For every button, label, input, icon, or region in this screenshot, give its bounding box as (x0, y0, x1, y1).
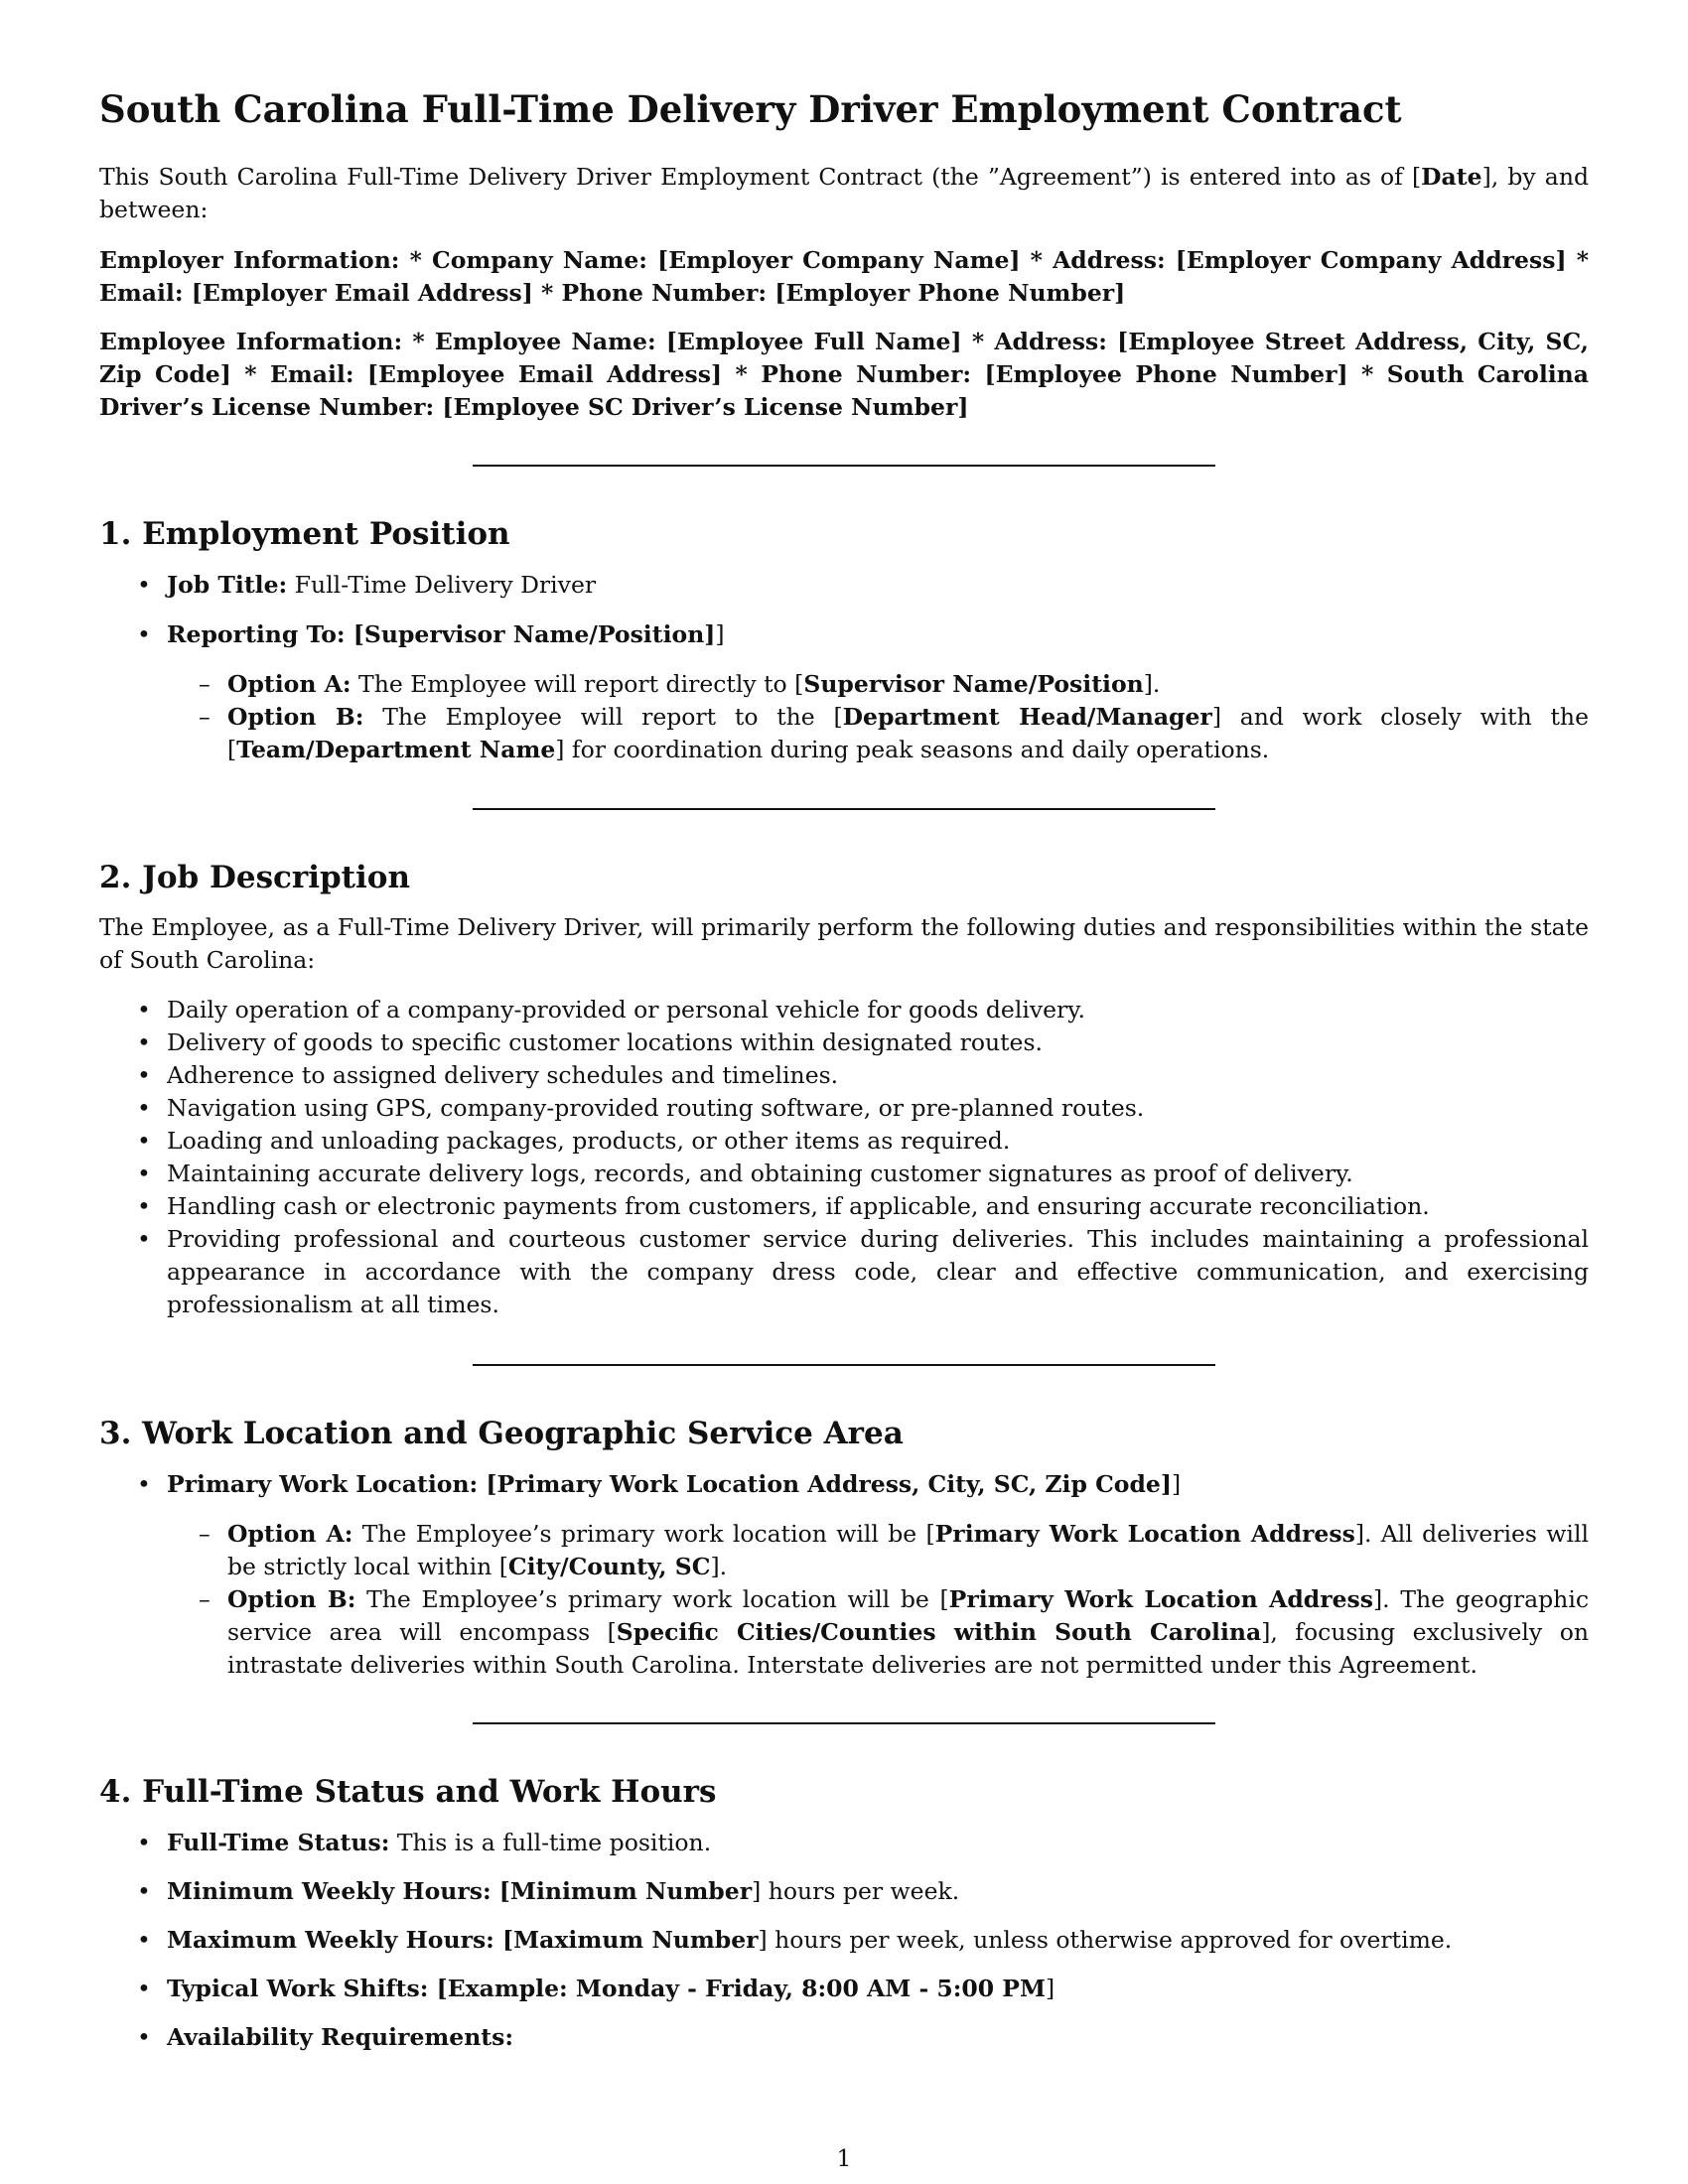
section-divider (473, 808, 1215, 810)
list-item: • Reporting To: [Supervisor Name/Position]] (99, 618, 1589, 651)
section-divider (473, 465, 1215, 467)
list-item: • Handling cash or electronic payments from customers, if applicable, and ensuring accurate reconciliation. (99, 1190, 1589, 1223)
list-item: • Maintaining accurate delivery logs, records, and obtaining customer signatures as proof of delivery. (99, 1158, 1589, 1190)
document-title: South Carolina Full-Time Delivery Driver Employment Contract (99, 87, 1402, 131)
list-item: • Loading and unloading packages, products, or other items as required. (99, 1125, 1589, 1158)
work-location-list (99, 1468, 1589, 1501)
list-item: – Option A: The Employee’s primary work location will be [Primary Work Location Address]. All deliveries will be strictly local within [City/County, SC]. (99, 1518, 1589, 1583)
list-item: • Daily operation of a company-provided or personal vehicle for goods delivery. (99, 994, 1589, 1026)
reporting-list (99, 618, 1589, 651)
list-item: • Adherence to assigned delivery schedules and timelines. (99, 1059, 1589, 1092)
reporting-options (99, 668, 1589, 766)
section-heading-job-description: 2. Job Description (99, 860, 410, 895)
list-item: • Maximum Weekly Hours: [Maximum Number] hours per week, unless otherwise approved for overtime. (99, 1924, 1589, 1957)
list-item: • Primary Work Location: [Primary Work Location Address, City, SC, Zip Code]] (99, 1468, 1589, 1501)
section-heading-work-hours: 4. Full-Time Status and Work Hours (99, 1774, 717, 1810)
date-placeholder: Date (1421, 163, 1482, 191)
list-item: • Job Title: Full-Time Delivery Driver (99, 569, 1589, 602)
list-item: – Option A: The Employee will report directly to [Supervisor Name/Position]. (99, 668, 1589, 701)
section-divider (473, 1364, 1215, 1366)
list-item: • Providing professional and courteous customer service during deliveries. This includes maintaining a professional appearance in accordance with the company dress code, clear and effective communication, and exercising professionalism at all times. (99, 1223, 1589, 1321)
list-item: • Typical Work Shifts: [Example: Monday - Friday, 8:00 AM - 5:00 PM] (99, 1973, 1589, 2005)
list-item: • Delivery of goods to specific customer locations within designated routes. (99, 1026, 1589, 1059)
job-description-intro: The Employee, as a Full-Time Delivery Driver, will primarily perform the following duties and responsibilities within the state of South Carolina: (99, 913, 1589, 974)
list-item: • Navigation using GPS, company-provided routing software, or pre-planned routes. (99, 1092, 1589, 1125)
work-location-options (99, 1518, 1589, 1682)
section-heading-work-location: 3. Work Location and Geographic Service Area (99, 1416, 904, 1451)
intro-paragraph: This South Carolina Full-Time Delivery Driver Employment Contract (the ”Agreement”) is entered into as of [Date], by and between: (99, 163, 1589, 223)
employee-information: Employee Information: * Employee Name: [Employee Full Name] * Address: [Employee Street Address, City, SC, Zip Code] * Email: [Employee Email Address] * Phone Number: [Employee Phone Number] * South Carolina Driver’s License Number: [Employee SC Driver’s License Number] (99, 328, 1589, 421)
employer-information: Employer Information: * Company Name: [Employer Company Name] * Address: [Employer Company Address] * Email: [Employer Email Address] * Phone Number: [Employer Phone Number] (99, 246, 1589, 307)
work-hours-list (99, 1827, 1589, 2054)
duties-list (99, 994, 1589, 1321)
list-item: • Availability Requirements: (99, 2021, 1589, 2054)
page-number: 1 (836, 2144, 852, 2172)
document-page (99, 0, 1589, 2184)
section-divider (473, 1722, 1215, 1724)
list-item: • Minimum Weekly Hours: [Minimum Number] hours per week. (99, 1875, 1589, 1908)
list-item: • Full-Time Status: This is a full-time position. (99, 1827, 1589, 1859)
section-heading-employment-position: 1. Employment Position (99, 516, 510, 552)
list-item: – Option B: The Employee’s primary work location will be [Primary Work Location Address]. The geographic service area will encompass [Specific Cities/Counties within South Carolina], focusing exclusively on intrastate deliveries within South Carolina. Interstate deliveries are not permitted under this Agreement. (99, 1583, 1589, 1682)
list-item: – Option B: The Employee will report to the [Department Head/Manager] and work closely with the [Team/Department Name] for coordination during peak seasons and daily operations. (99, 701, 1589, 766)
employment-position-list (99, 569, 1589, 602)
